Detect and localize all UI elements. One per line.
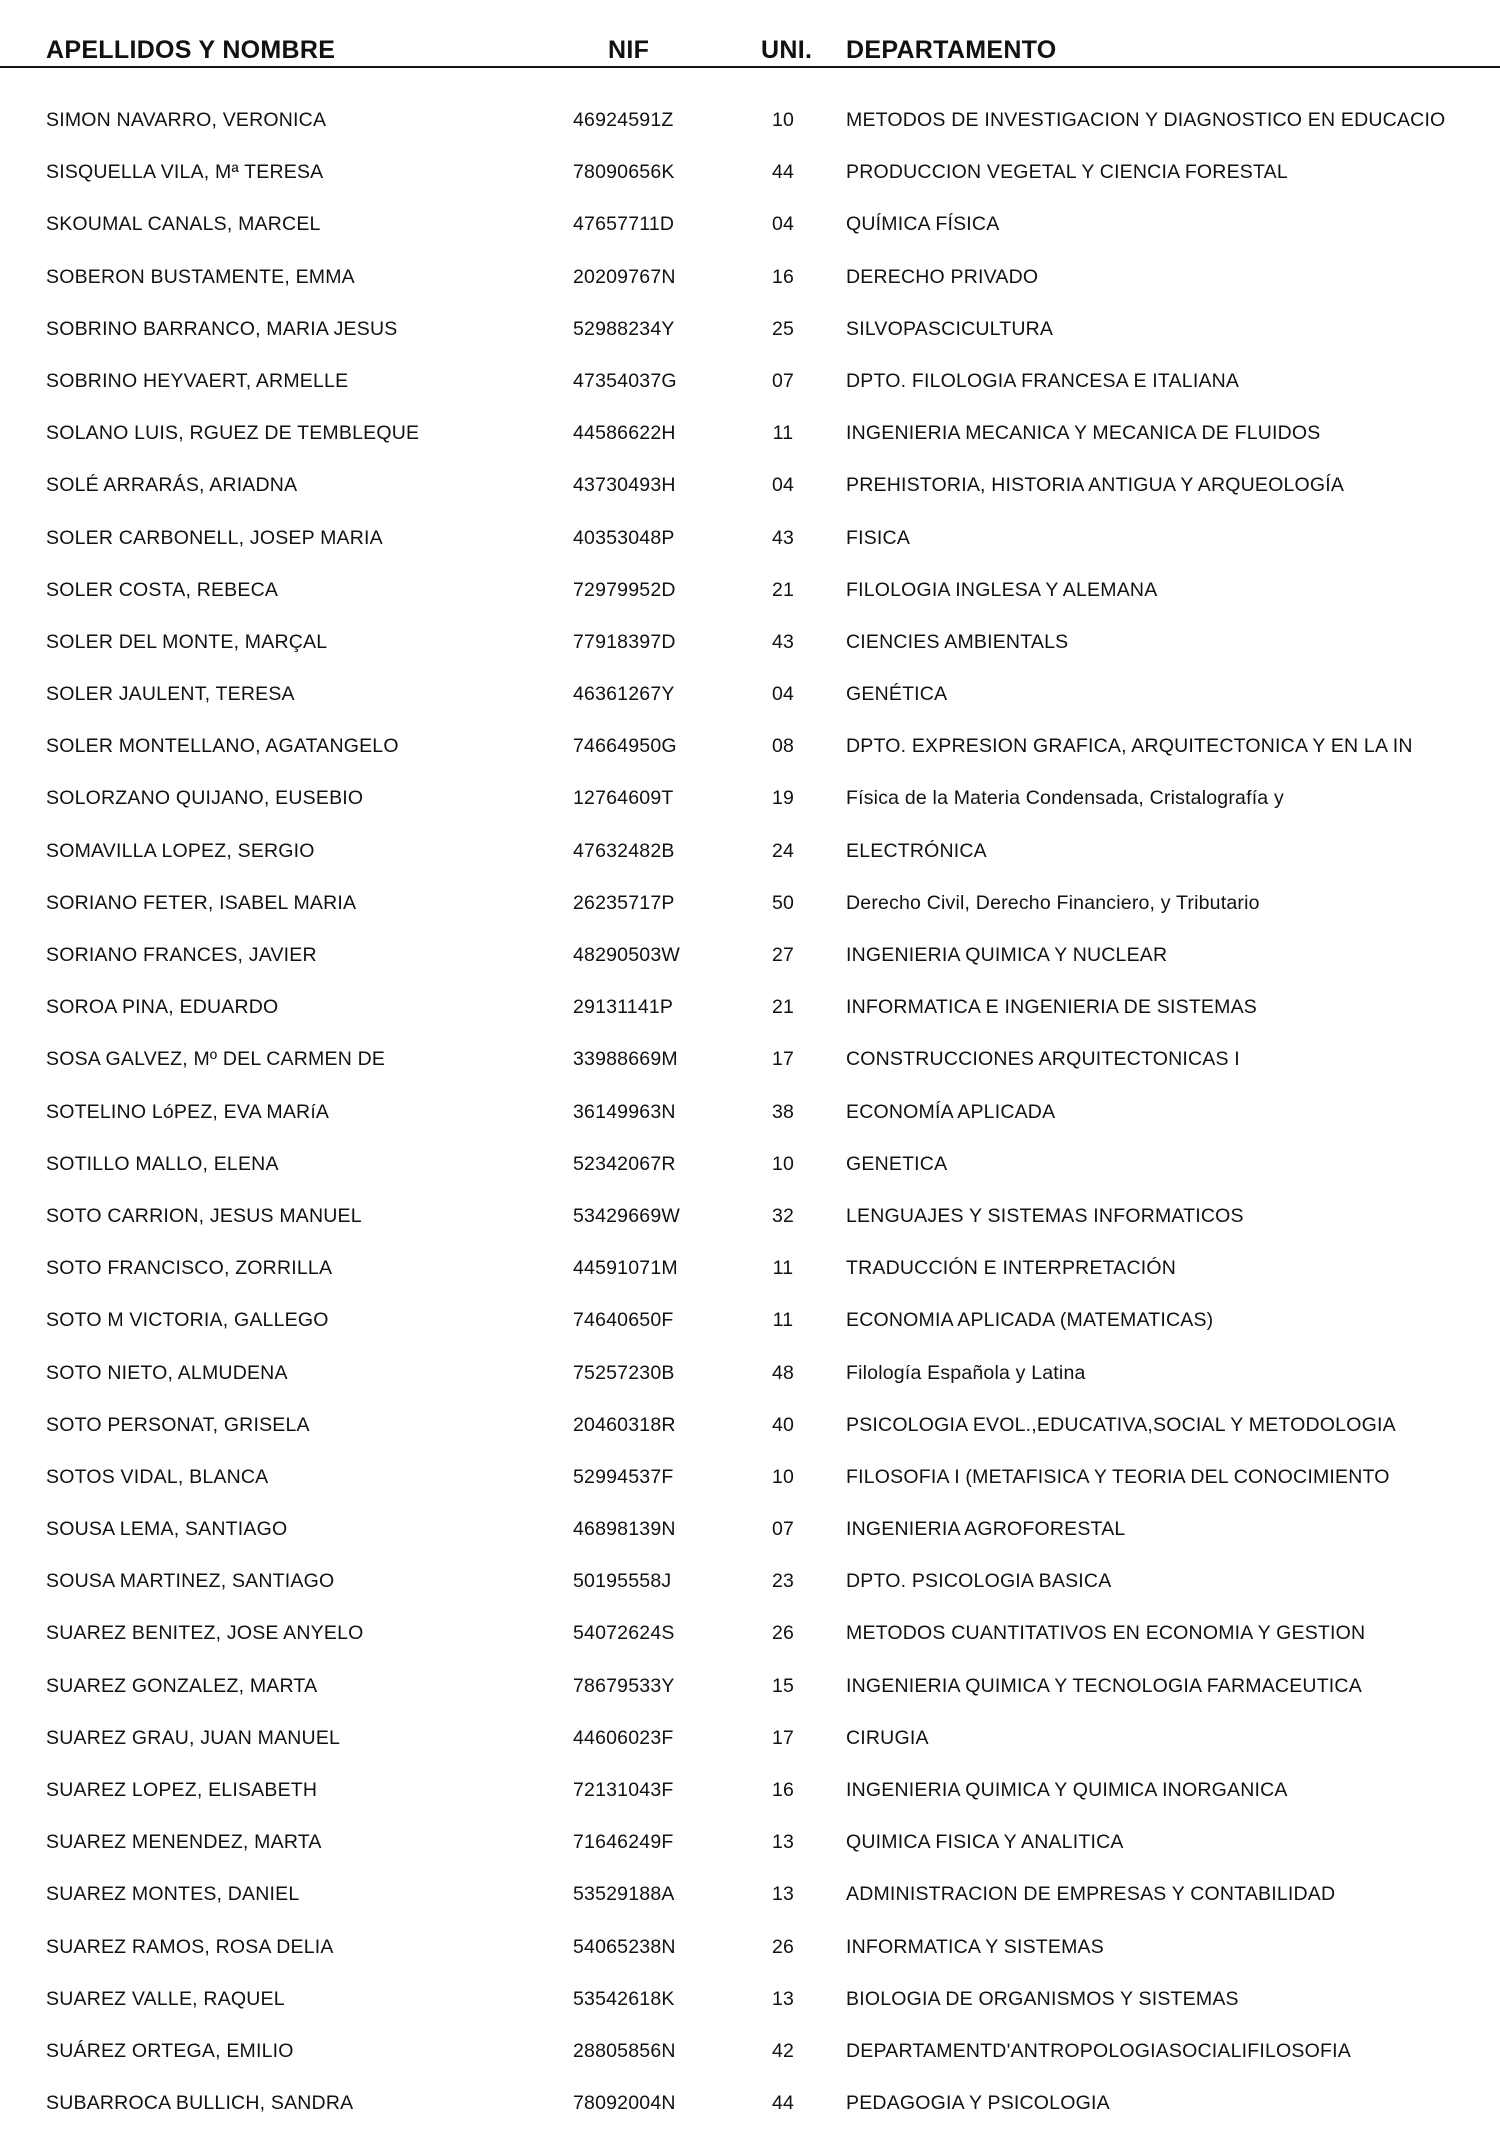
department-name: QUIMICA FISICA Y ANALITICA [846, 1831, 1124, 1854]
person-name: SOTELINO LóPEZ, EVA MARíA [46, 1100, 330, 1123]
uni-code: 11 [772, 1309, 794, 1332]
table-body [0, 99, 1500, 2134]
table-row [0, 1717, 1500, 1769]
nif-value: 78679533Y [573, 1674, 675, 1697]
person-name: SOLER DEL MONTE, MARÇAL [46, 630, 328, 653]
person-name: SUAREZ BENITEZ, JOSE ANYELO [46, 1622, 364, 1645]
uni-code: 43 [771, 630, 795, 653]
nif-value: 53529188A [573, 1883, 675, 1906]
uni-code: 44 [771, 161, 795, 184]
person-name: SOTO CARRION, JESUS MANUEL [46, 1204, 362, 1227]
person-name: SORIANO FETER, ISABEL MARIA [46, 891, 357, 914]
department-name: ECONOMIA APLICADA (MATEMATICAS) [846, 1309, 1214, 1332]
person-name: SOMAVILLA LOPEZ, SERGIO [46, 839, 315, 862]
uni-code: 21 [771, 996, 795, 1019]
table-row [0, 1091, 1500, 1143]
table-row [0, 1038, 1500, 1090]
person-name: SOBERON BUSTAMENTE, EMMA [46, 265, 355, 288]
table-row [0, 882, 1500, 934]
uni-code: 11 [772, 422, 794, 445]
person-name: SOTOS VIDAL, BLANCA [46, 1465, 269, 1488]
department-name: Derecho Civil, Derecho Financiero, y Tributario [846, 891, 1260, 914]
person-name: SUAREZ LOPEZ, ELISABETH [46, 1779, 318, 1801]
uni-code: 32 [771, 1204, 795, 1227]
department-name: INFORMATICA Y SISTEMAS [846, 1935, 1104, 1958]
department-name: METODOS DE INVESTIGACION Y DIAGNOSTICO EN EDUCACIO [846, 109, 1446, 131]
department-name: DPTO. PSICOLOGIA BASICA [846, 1570, 1112, 1593]
uni-code: 21 [771, 578, 795, 601]
nif-value: 46898139N [573, 1518, 676, 1541]
table-row [0, 1873, 1500, 1925]
uni-code: 43 [771, 526, 795, 549]
table-row [0, 569, 1500, 621]
table-row [0, 1299, 1500, 1351]
department-name: SILVOPASCICULTURA [846, 317, 1054, 340]
table-row [0, 99, 1500, 151]
department-name: GENÉTICA [846, 683, 948, 706]
nif-value: 53542618K [573, 1987, 675, 2010]
table-row [0, 1456, 1500, 1508]
header-uni: UNI. [761, 36, 813, 64]
table-row [0, 1978, 1500, 2030]
header-divider [0, 66, 1500, 68]
uni-code: 44 [771, 2092, 795, 2115]
department-name: DPTO. FILOLOGIA FRANCESA E ITALIANA [846, 369, 1240, 392]
table-row [0, 1404, 1500, 1456]
header-department: DEPARTAMENTO [846, 36, 1057, 64]
nif-value: 47632482B [573, 839, 675, 862]
table-row [0, 1352, 1500, 1404]
nif-value: 78090656K [573, 161, 675, 184]
nif-value: 75257230B [573, 1361, 675, 1384]
department-name: DPTO. EXPRESION GRAFICA, ARQUITECTONICA Y EN LA IN [846, 735, 1413, 758]
department-name: DEPARTAMENTD'ANTROPOLOGIASOCIALIFILOSOFIA [846, 2039, 1351, 2062]
department-name: INFORMATICA E INGENIERIA DE SISTEMAS [846, 996, 1257, 1019]
department-name: QUÍMICA FÍSICA [846, 213, 1000, 236]
table-row [0, 2030, 1500, 2082]
nif-value: 72131043F [573, 1779, 674, 1801]
table-row [0, 151, 1500, 203]
nif-value: 44591071M [573, 1257, 678, 1280]
nif-value: 72979952D [573, 578, 676, 601]
table-row [0, 1195, 1500, 1247]
uni-code: 08 [771, 735, 795, 758]
person-name: SOLER MONTELLANO, AGATANGELO [46, 735, 399, 758]
person-name: SOTO PERSONAT, GRISELA [46, 1413, 310, 1436]
uni-code: 38 [771, 1100, 795, 1123]
uni-code: 13 [771, 1831, 795, 1854]
nif-value: 40353048P [573, 526, 675, 549]
table-row [0, 256, 1500, 308]
table-row [0, 2082, 1500, 2134]
person-name: SUÁREZ ORTEGA, EMILIO [46, 2039, 294, 2062]
nif-value: 77918397D [573, 630, 676, 653]
header-name: APELLIDOS Y NOMBRE [46, 36, 336, 64]
uni-code: 11 [772, 1257, 794, 1280]
nif-value: 44606023F [573, 1726, 674, 1749]
header-nif: NIF [608, 36, 650, 64]
uni-code: 16 [771, 1779, 795, 1801]
uni-code: 04 [771, 213, 795, 236]
uni-code: 15 [771, 1674, 795, 1697]
department-name: PSICOLOGIA EVOL.,EDUCATIVA,SOCIAL Y METODOLOGIA [846, 1413, 1396, 1436]
nif-value: 44586622H [573, 422, 676, 445]
person-name: SOSA GALVEZ, Mº DEL CARMEN DE [46, 1048, 386, 1071]
department-name: PRODUCCION VEGETAL Y CIENCIA FORESTAL [846, 161, 1288, 184]
table-row [0, 1247, 1500, 1299]
uni-code: 13 [771, 1987, 795, 2010]
person-name: SOUSA MARTINEZ, SANTIAGO [46, 1570, 335, 1593]
person-name: SOTO FRANCISCO, ZORRILLA [46, 1257, 333, 1280]
uni-code: 25 [771, 317, 795, 340]
department-name: INGENIERIA QUIMICA Y QUIMICA INORGANICA [846, 1779, 1288, 1801]
department-name: INGENIERIA MECANICA Y MECANICA DE FLUIDOS [846, 422, 1321, 445]
uni-code: 07 [771, 369, 795, 392]
department-name: FILOSOFIA I (METAFISICA Y TEORIA DEL CONOCIMIENTO [846, 1465, 1390, 1488]
nif-value: 46361267Y [573, 683, 675, 706]
uni-code: 16 [771, 265, 795, 288]
table-row [0, 1665, 1500, 1717]
person-name: SUAREZ RAMOS, ROSA DELIA [46, 1935, 334, 1958]
uni-code: 10 [771, 109, 795, 131]
nif-value: 48290503W [573, 944, 680, 966]
department-name: CIENCIES AMBIENTALS [846, 630, 1069, 653]
nif-value: 28805856N [573, 2039, 676, 2062]
department-name: PEDAGOGIA Y PSICOLOGIA [846, 2092, 1110, 2115]
department-name: CIRUGIA [846, 1726, 929, 1749]
uni-code: 23 [771, 1570, 795, 1593]
table-row [0, 1821, 1500, 1873]
department-name: ELECTRÓNICA [846, 839, 987, 862]
nif-value: 54065238N [573, 1935, 676, 1958]
nif-value: 33988669M [573, 1048, 678, 1071]
table-row [0, 777, 1500, 829]
table-row [0, 360, 1500, 412]
nif-value: 78092004N [573, 2092, 676, 2115]
person-name: SOLER JAULENT, TERESA [46, 683, 295, 706]
nif-value: 29131141P [573, 996, 674, 1019]
uni-code: 50 [771, 891, 795, 914]
table-row [0, 203, 1500, 255]
uni-code: 17 [771, 1726, 795, 1749]
uni-code: 24 [771, 839, 795, 862]
nif-value: 26235717P [573, 891, 675, 914]
person-name: SIMON NAVARRO, VERONICA [46, 109, 327, 131]
uni-code: 26 [771, 1935, 795, 1958]
uni-code: 42 [771, 2039, 795, 2062]
person-name: SORIANO FRANCES, JAVIER [46, 944, 317, 966]
uni-code: 48 [771, 1361, 795, 1384]
person-name: SOTO M VICTORIA, GALLEGO [46, 1309, 329, 1332]
nif-value: 47354037G [573, 369, 677, 392]
department-name: BIOLOGIA DE ORGANISMOS Y SISTEMAS [846, 1987, 1239, 2010]
nif-value: 43730493H [573, 474, 676, 497]
department-name: CONSTRUCCIONES ARQUITECTONICAS I [846, 1048, 1240, 1071]
uni-code: 04 [771, 474, 795, 497]
nif-value: 47657711D [573, 213, 675, 236]
nif-value: 50195558J [573, 1570, 672, 1593]
table-row [0, 308, 1500, 360]
department-name: Filología Española y Latina [846, 1361, 1086, 1384]
nif-value: 52342067R [573, 1152, 676, 1175]
uni-code: 19 [771, 787, 795, 810]
table-row [0, 725, 1500, 777]
department-name: ECONOMÍA APLICADA [846, 1100, 1056, 1123]
uni-code: 07 [771, 1518, 795, 1541]
table-row [0, 934, 1500, 986]
person-name: SOTO NIETO, ALMUDENA [46, 1361, 288, 1384]
table-row [0, 1560, 1500, 1612]
nif-value: 52988234Y [573, 317, 675, 340]
nif-value: 12764609T [573, 787, 674, 810]
department-name: INGENIERIA QUIMICA Y NUCLEAR [846, 944, 1168, 966]
department-name: FISICA [846, 526, 911, 549]
table-row [0, 1508, 1500, 1560]
nif-value: 36149963N [573, 1100, 676, 1123]
department-name: INGENIERIA AGROFORESTAL [846, 1518, 1126, 1541]
person-name: SUBARROCA BULLICH, SANDRA [46, 2092, 354, 2115]
person-name: SOLORZANO QUIJANO, EUSEBIO [46, 787, 364, 810]
person-name: SUAREZ MONTES, DANIEL [46, 1883, 300, 1906]
person-name: SOLER COSTA, REBECA [46, 578, 279, 601]
person-name: SOTILLO MALLO, ELENA [46, 1152, 279, 1175]
uni-code: 10 [771, 1465, 795, 1488]
uni-code: 27 [771, 944, 795, 966]
department-name: PREHISTORIA, HISTORIA ANTIGUA Y ARQUEOLOGÍA [846, 474, 1345, 497]
uni-code: 10 [771, 1152, 795, 1175]
table-row [0, 517, 1500, 569]
uni-code: 04 [771, 683, 795, 706]
person-name: SUAREZ MENENDEZ, MARTA [46, 1831, 322, 1854]
department-name: ADMINISTRACION DE EMPRESAS Y CONTABILIDAD [846, 1883, 1336, 1906]
table-header [0, 30, 1500, 70]
table-row [0, 673, 1500, 725]
nif-value: 71646249F [573, 1831, 674, 1854]
table-row [0, 412, 1500, 464]
nif-value: 52994537F [573, 1465, 674, 1488]
person-name: SOLER CARBONELL, JOSEP MARIA [46, 526, 383, 549]
department-name: GENETICA [846, 1152, 948, 1175]
person-name: SKOUMAL CANALS, MARCEL [46, 213, 321, 236]
department-name: INGENIERIA QUIMICA Y TECNOLOGIA FARMACEUTICA [846, 1674, 1362, 1697]
uni-code: 17 [771, 1048, 795, 1071]
table-row [0, 1143, 1500, 1195]
table-row [0, 1769, 1500, 1821]
person-name: SUAREZ VALLE, RAQUEL [46, 1987, 285, 2010]
uni-code: 13 [771, 1883, 795, 1906]
nif-value: 20460318R [573, 1413, 676, 1436]
department-name: FILOLOGIA INGLESA Y ALEMANA [846, 578, 1158, 601]
department-name: LENGUAJES Y SISTEMAS INFORMATICOS [846, 1204, 1244, 1227]
nif-value: 54072624S [573, 1622, 675, 1645]
table-row [0, 621, 1500, 673]
person-name: SOBRINO BARRANCO, MARIA JESUS [46, 317, 398, 340]
nif-value: 53429669W [573, 1204, 680, 1227]
person-name: SOLANO LUIS, RGUEZ DE TEMBLEQUE [46, 422, 420, 445]
person-name: SUAREZ GONZALEZ, MARTA [46, 1674, 318, 1697]
department-name: METODOS CUANTITATIVOS EN ECONOMIA Y GESTION [846, 1622, 1366, 1645]
table-row [0, 464, 1500, 516]
department-name: Física de la Materia Condensada, Cristalografía y [846, 787, 1284, 810]
department-name: TRADUCCIÓN E INTERPRETACIÓN [846, 1257, 1177, 1280]
table-row [0, 830, 1500, 882]
person-name: SOUSA LEMA, SANTIAGO [46, 1518, 288, 1541]
uni-code: 26 [771, 1622, 795, 1645]
nif-value: 20209767N [573, 265, 676, 288]
department-name: DERECHO PRIVADO [846, 265, 1039, 288]
person-name: SOBRINO HEYVAERT, ARMELLE [46, 369, 349, 392]
person-name: SOROA PINA, EDUARDO [46, 996, 279, 1019]
table-row [0, 986, 1500, 1038]
person-name: SUAREZ GRAU, JUAN MANUEL [46, 1726, 341, 1749]
table-row [0, 1612, 1500, 1664]
nif-value: 74664950G [573, 735, 677, 758]
table-row [0, 1926, 1500, 1978]
person-name: SISQUELLA VILA, Mª TERESA [46, 161, 324, 184]
uni-code: 40 [771, 1413, 795, 1436]
nif-value: 46924591Z [573, 109, 674, 131]
person-name: SOLÉ ARRARÁS, ARIADNA [46, 474, 298, 497]
nif-value: 74640650F [573, 1309, 674, 1332]
